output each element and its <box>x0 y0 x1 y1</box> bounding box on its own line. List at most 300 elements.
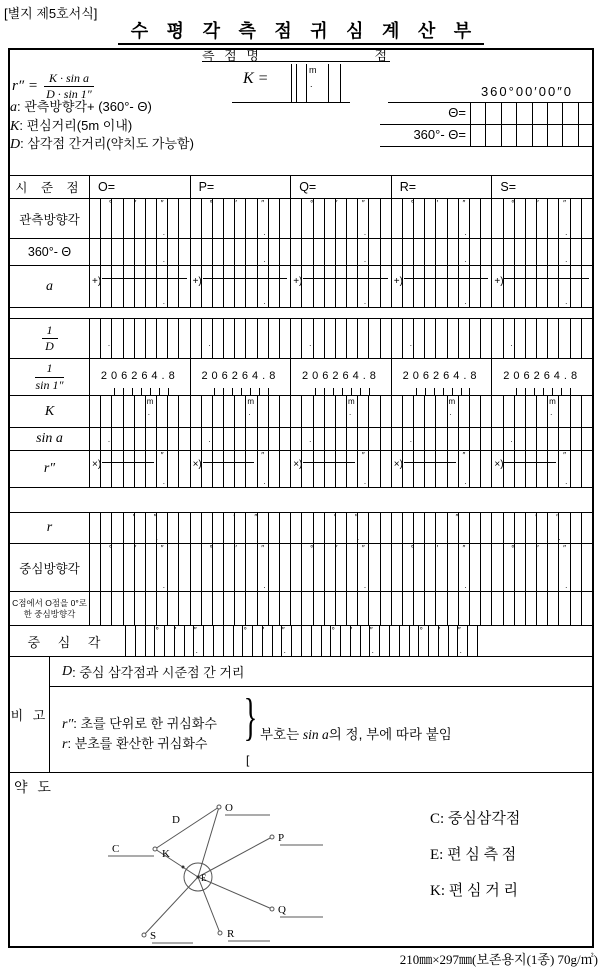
grid-cell <box>202 396 213 427</box>
grid-cell <box>179 319 189 358</box>
cell-grid <box>191 199 291 238</box>
vinculum-line <box>504 462 556 463</box>
grid-cell <box>459 592 470 625</box>
grid-cell <box>322 626 332 656</box>
grid-cell <box>101 513 112 543</box>
theta-cell-line <box>532 102 533 146</box>
unit-mark-dot: . <box>208 435 211 445</box>
grid-cell <box>582 428 592 450</box>
cell-grid <box>191 319 291 358</box>
grid-cell <box>548 199 559 238</box>
digit-tick <box>250 388 251 395</box>
constant-value: 206264.8 <box>100 369 179 382</box>
grid-cell <box>504 396 515 427</box>
unit-mark-sec: ″ <box>462 451 466 460</box>
grid-cell <box>135 199 146 238</box>
digit-tick <box>159 388 160 395</box>
grid-cell <box>336 266 347 307</box>
grid-cell <box>168 396 179 427</box>
cell-grid <box>191 451 291 487</box>
grid-cell <box>291 544 302 591</box>
unit-mark-dot: . <box>208 338 211 348</box>
grid-cell <box>269 239 280 265</box>
grid-cell <box>571 266 582 307</box>
grid-cell <box>269 428 280 450</box>
digit-tick <box>214 388 215 395</box>
def-sym-d: D <box>10 137 21 152</box>
sketch-section <box>10 772 592 948</box>
grid-cell <box>246 544 257 591</box>
grid-cell <box>202 239 213 265</box>
theta-cell-line <box>485 102 486 146</box>
grid-cell <box>459 428 470 450</box>
grid-cell <box>168 239 179 265</box>
grid-cell <box>425 592 436 625</box>
grid-cell <box>504 266 515 307</box>
grid-cell <box>135 319 146 358</box>
grid-cell <box>101 319 112 358</box>
cell-group <box>392 359 493 395</box>
grid-cell <box>470 592 481 625</box>
unit-mark-dot: . <box>363 255 367 264</box>
column-header-label: R= <box>399 180 417 194</box>
grid-cell <box>358 319 369 358</box>
grid-cell <box>526 239 537 265</box>
definition-k <box>10 117 194 136</box>
grid-cell <box>358 513 369 543</box>
grid-cell <box>571 428 582 450</box>
grid-cell <box>132 513 146 543</box>
unit-mark-dot: . <box>162 581 165 590</box>
grid-cell <box>291 239 302 265</box>
vinculum-line <box>303 462 355 463</box>
grid-cell <box>381 513 391 543</box>
grid-cell <box>213 451 224 487</box>
grid-cell <box>168 451 179 487</box>
unit-mark-min: ′ <box>336 544 338 553</box>
grid-cell <box>213 592 224 625</box>
grid-cell <box>429 626 439 656</box>
grid-cell <box>246 239 257 265</box>
grid-cell <box>101 396 112 427</box>
times-bracket: ×) <box>293 459 303 471</box>
grid-cell <box>571 513 582 543</box>
grid-cell <box>425 319 436 358</box>
point-o-label: O <box>225 802 233 814</box>
grid-cell <box>392 544 403 591</box>
unit-mark-deg: ° <box>511 544 515 553</box>
cell-group <box>291 513 392 543</box>
grid-cell <box>204 626 213 656</box>
grid-cell <box>280 592 290 625</box>
unit-mark-deg: ° <box>410 199 414 208</box>
grid-cell <box>213 428 224 450</box>
unit-mark-min: ′ <box>434 513 437 522</box>
legend-c <box>430 807 520 828</box>
unit-mark-dot: . <box>459 646 462 655</box>
cell-group <box>191 451 292 487</box>
remark-d-sym: D <box>62 663 73 679</box>
grid-cell <box>146 592 157 625</box>
cell-grid <box>392 592 492 625</box>
row-label-r-value: r <box>10 513 90 543</box>
cell-group <box>90 239 191 265</box>
grid-cell <box>571 319 582 358</box>
grid-cell <box>146 451 157 487</box>
cell-grid <box>191 239 291 265</box>
grid-cell <box>481 428 491 450</box>
digit-tick <box>259 388 260 395</box>
grid-cell <box>492 544 503 591</box>
grid-cell <box>280 451 290 487</box>
unit-mark-dot: . <box>565 255 568 264</box>
grid-cell <box>436 239 447 265</box>
unit-mark-min: ′ <box>535 513 537 522</box>
grid-cell <box>470 451 481 487</box>
grid-cell <box>347 239 358 265</box>
grid-cell <box>537 451 548 487</box>
grid-cell <box>101 266 112 307</box>
grid-cell <box>269 266 280 307</box>
grid-cell <box>392 592 403 625</box>
digit-tick <box>132 388 133 395</box>
digit-tick <box>461 388 462 395</box>
grid-cell <box>448 451 459 487</box>
grid-cell <box>314 319 325 358</box>
grid-cell <box>515 451 526 487</box>
theta-minus-label: 360°- Θ= <box>413 127 466 142</box>
legend-c-sym: C <box>430 811 441 827</box>
unit-mark-sec: ″ <box>563 544 566 553</box>
cell-group <box>492 544 592 591</box>
k-entry-label: K = <box>243 70 269 87</box>
grid-cell <box>492 428 503 450</box>
unit-mark-dot: . <box>464 477 467 486</box>
unit-mark-deg: ° <box>511 199 515 208</box>
def-text-a: : 관측방향각+ (360°- Θ) <box>17 99 152 114</box>
unit-mark-sec: ″ <box>261 451 265 460</box>
remark-rsec-sym: r″ <box>62 717 74 732</box>
grid-cell <box>548 428 559 450</box>
fraction-numerator: 1 <box>35 362 63 377</box>
unit-mark-dot: . <box>565 581 568 590</box>
cell-group <box>492 451 592 487</box>
cell-group <box>191 199 292 238</box>
grid-cell <box>90 428 101 450</box>
k-cell-line <box>306 64 307 102</box>
grid-cell <box>414 544 425 591</box>
grid-cell <box>258 396 269 427</box>
grid-cell <box>347 199 358 238</box>
grid-cell <box>168 428 179 450</box>
grid-cell <box>414 592 425 625</box>
grid-cell <box>157 513 168 543</box>
grid-cell <box>559 428 570 450</box>
remarks-body <box>50 657 592 772</box>
central-angle-group <box>125 626 213 656</box>
sign-rule-post: 의 정, 부에 따라 붙임 <box>328 727 452 742</box>
sketch-label: 약 도 <box>14 779 54 795</box>
column-header-label: Q= <box>299 180 317 194</box>
unit-mark-dot: . <box>464 297 467 306</box>
unit-mark-sec: ″ <box>462 199 466 208</box>
definition-a <box>10 98 194 117</box>
grid-cell <box>135 592 146 625</box>
k-cell-line <box>291 64 292 102</box>
cell-group <box>291 428 392 450</box>
grid-cell <box>548 592 559 625</box>
grid-cell <box>175 626 185 656</box>
digit-tick <box>315 388 316 395</box>
unit-mark-dot: . <box>263 581 266 590</box>
cell-grid <box>291 239 391 265</box>
unit-mark-dot: . <box>162 228 165 237</box>
grid-cell <box>291 428 302 450</box>
grid-cell <box>90 319 101 358</box>
digit-tick <box>232 388 233 395</box>
unit-mark-min: ′ <box>132 513 135 522</box>
point-p-marker <box>270 835 274 839</box>
grid-cell <box>369 266 380 307</box>
cell-group <box>191 592 292 625</box>
grid-cell <box>425 451 436 487</box>
grid-cell <box>481 592 491 625</box>
plus-bracket: +) <box>92 275 102 287</box>
remarks-label: 비 고 <box>10 657 50 772</box>
grid-cell <box>582 266 592 307</box>
unit-mark-min: ′ <box>262 626 265 635</box>
plus-bracket: +) <box>393 275 403 287</box>
grid-cell <box>414 513 425 543</box>
grid-cell <box>302 626 312 656</box>
legend-k <box>430 879 518 900</box>
grid-cell <box>392 428 403 450</box>
unit-mark-dot: . <box>558 533 561 542</box>
grid-cell <box>235 513 246 543</box>
point-r-marker <box>218 931 222 935</box>
grid-cell <box>202 592 213 625</box>
unit-mark-dot: . <box>457 533 460 542</box>
grid-cell <box>302 428 313 450</box>
column-header-label: P= <box>198 180 215 194</box>
grid-cell <box>481 451 491 487</box>
grid-cell <box>559 513 570 543</box>
unit-mark-deg: ° <box>419 626 423 635</box>
grid-cell <box>336 592 347 625</box>
grid-cell <box>582 396 592 427</box>
unit-mark-dot: . <box>309 435 312 445</box>
cell-grid <box>191 396 291 427</box>
cell-group <box>492 592 592 625</box>
unit-mark-sec: ″ <box>462 544 466 553</box>
grid-cell <box>124 239 135 265</box>
grid-cell <box>213 396 224 427</box>
grid-cell <box>291 319 302 358</box>
cell-grid <box>191 428 291 450</box>
cell-grid <box>492 513 592 543</box>
theta-cell-line <box>562 102 563 146</box>
theta-cell-line <box>547 102 548 146</box>
grid-cell <box>526 544 537 591</box>
grid-cell <box>425 239 436 265</box>
cell-grid <box>392 544 492 591</box>
fraction-numerator: 1 <box>42 324 58 339</box>
grid-cell <box>314 592 325 625</box>
unit-mark-min: ′ <box>350 626 353 635</box>
unit-mark-dot: . <box>464 228 467 237</box>
point-e-label: E <box>201 873 207 883</box>
unit-mark-dot: . <box>464 581 467 590</box>
cell-group <box>392 396 493 427</box>
grid-cell <box>302 319 313 358</box>
grid-cell <box>347 266 358 307</box>
grid-cell <box>548 451 559 487</box>
grid-cell <box>314 396 325 427</box>
unit-mark-sec: ″ <box>254 513 258 522</box>
cell-group <box>492 266 592 307</box>
grid-cell <box>403 396 414 427</box>
grid-cell <box>436 544 447 591</box>
grid-cell <box>492 396 503 427</box>
grid-cell <box>492 513 503 543</box>
grid-cell <box>448 239 459 265</box>
grid-cell <box>179 592 189 625</box>
point-q-marker <box>270 907 274 911</box>
grid-cell <box>157 319 168 358</box>
unit-mark-dot: . <box>107 338 111 348</box>
grid-cell <box>224 544 235 591</box>
sign-rule-pre: 부호는 <box>260 727 303 742</box>
grid-cell <box>347 544 358 591</box>
grid-cell <box>325 266 336 307</box>
grid-cell <box>136 626 146 656</box>
cell-group <box>191 428 292 450</box>
grid-cell <box>157 428 168 450</box>
grid-cell <box>403 266 414 307</box>
central-angle-filler <box>477 626 592 656</box>
row-label-central-direction: 중심방향각 <box>10 544 90 591</box>
remarks-section <box>10 656 592 772</box>
column-header-label: O= <box>98 180 116 194</box>
cell-group <box>392 513 493 543</box>
grid-cell <box>559 319 570 358</box>
grid-cell <box>235 592 246 625</box>
unit-mark-min: ′ <box>233 513 235 522</box>
cell-grid <box>191 513 291 543</box>
unit-mark-dot: . <box>565 228 568 237</box>
grid-cell <box>336 396 347 427</box>
cell-group <box>291 451 392 487</box>
cell-group <box>492 239 592 265</box>
cell-grid <box>214 626 301 656</box>
row-label-observed-direction: 관측방향각 <box>10 199 90 238</box>
grid-cell <box>504 319 515 358</box>
cell-grid <box>492 428 592 450</box>
grid-cell <box>213 544 224 591</box>
cell-group <box>90 396 191 427</box>
column-header-0 <box>90 176 191 198</box>
k-unit-mark: m <box>309 65 317 75</box>
cell-grid <box>291 396 391 427</box>
grid-cell <box>235 319 246 358</box>
grid-cell <box>571 451 582 487</box>
cell-grid <box>492 592 592 625</box>
grid-cell <box>470 428 481 450</box>
grid-cell <box>381 239 391 265</box>
meter-mark: m <box>549 397 556 406</box>
grid-cell <box>369 199 380 238</box>
grid-cell <box>146 319 157 358</box>
grid-cell <box>347 319 358 358</box>
cell-grid <box>90 451 190 487</box>
grid-cell <box>112 544 123 591</box>
line-e-to-o <box>198 807 219 877</box>
digit-tick <box>543 388 544 395</box>
grid-cell <box>582 451 592 487</box>
grid-cell <box>336 239 347 265</box>
unit-mark-deg: ° <box>331 626 335 635</box>
grid-cell <box>213 513 224 543</box>
grid-cell <box>90 592 101 625</box>
grid-cell <box>526 199 537 238</box>
grid-cell <box>179 451 189 487</box>
cell-grid <box>291 199 391 238</box>
row-360-minus-theta <box>10 238 592 265</box>
cell-grid <box>291 592 391 625</box>
grid-cell <box>112 428 123 450</box>
vinculum-line <box>504 278 589 279</box>
grid-cell <box>280 513 290 543</box>
cell-grid <box>291 266 391 307</box>
grid-cell <box>336 451 347 487</box>
point-e-marker <box>197 876 200 879</box>
grid-cell <box>436 451 447 487</box>
grid-cell <box>351 626 361 656</box>
unit-mark-sec: ″ <box>281 626 285 635</box>
grid-cell <box>112 592 123 625</box>
k-decimal-mark: . <box>310 79 313 89</box>
unit-mark-sec: ″ <box>457 626 461 635</box>
grid-cell <box>179 239 189 265</box>
grid-cell <box>571 544 582 591</box>
grid-cell <box>168 199 179 238</box>
k-cell-line <box>296 64 297 102</box>
grid-cell <box>314 199 325 238</box>
cell-group <box>191 513 292 543</box>
unit-mark-sec: ″ <box>361 199 365 208</box>
unit-mark-sec: ″ <box>361 451 365 460</box>
grid-cell <box>400 626 410 656</box>
grid-cell <box>291 396 302 427</box>
cell-grid <box>392 239 492 265</box>
cell-group <box>291 544 392 591</box>
grid-cell <box>414 199 425 238</box>
cell-group <box>392 319 493 358</box>
grid-cell <box>470 544 481 591</box>
unit-mark-deg: ° <box>209 544 213 553</box>
meter-mark: m <box>146 397 154 406</box>
grid-cell <box>112 239 123 265</box>
paper-size-note: 210㎜×297㎜(보존용지(1종) 70g/㎡) <box>399 952 598 967</box>
meter-mark: m <box>347 397 355 406</box>
cell-group <box>191 544 292 591</box>
row-spacer-2 <box>10 487 592 512</box>
cell-group <box>392 239 493 265</box>
digit-tick <box>268 388 269 395</box>
point-r-label: R <box>227 928 235 940</box>
cell-group <box>291 319 392 358</box>
column-header-label: S= <box>500 180 517 194</box>
